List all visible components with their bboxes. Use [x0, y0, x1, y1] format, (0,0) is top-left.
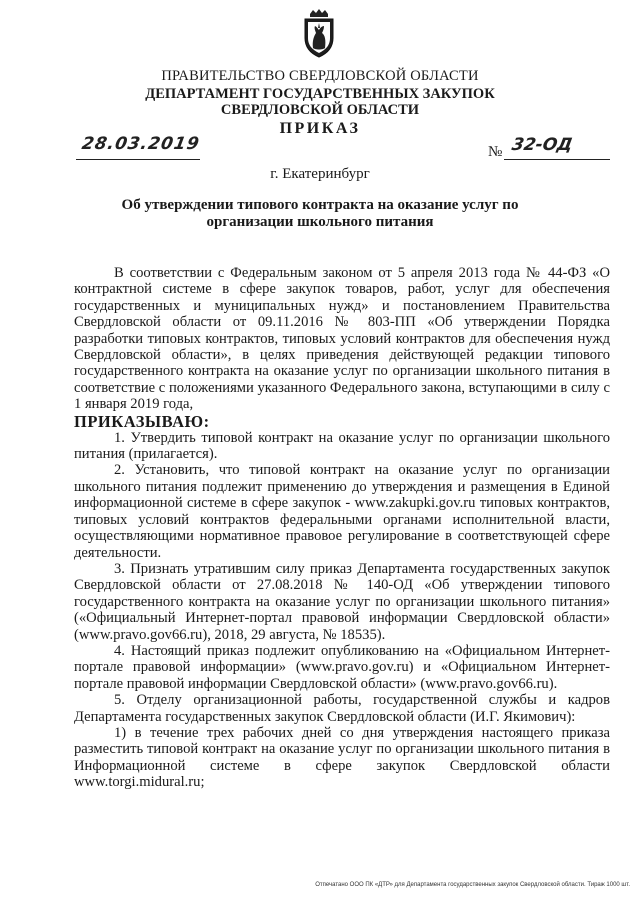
government-name: ПРАВИТЕЛЬСТВО СВЕРДЛОВСКОЙ ОБЛАСТИ [161, 68, 479, 84]
order-subitem-1: 1) в течение трех рабочих дней со дня утверждения настоящего приказа разместить типовой контракт на оказание услуг по организации школьного питания в Информационной системе в сфере закупок Свердловской области www.torgi.midural.ru; [74, 724, 610, 791]
document-title: Об утверждении типового контракта на оказание услуг по организации школьного питания [121, 197, 519, 230]
city: г. Екатеринбург [270, 166, 370, 182]
document-body [74, 265, 610, 791]
print-footer: Отпечатано ООО ПК «ДТР» для Департамента государственных закупок Свердловской области. Тираж 1000 шт. [315, 882, 630, 888]
preamble-paragraph: В соответствии с Федеральным законом от 5 апреля 2013 года № 44-ФЗ «О контрактной системе в сфере закупок товаров, работ, услуг для обеспечения государственных и муниципальных нужд» и постановлением Правительства Свердловской области от 09.11.2016 № 803-ПП «Об утверждении Порядка разработки типовых контрактов, типовых условий контрактов для обеспечения нужд Свердловской области», в целях приведения действующей редакции типового государственного контракта на оказание услуг по организации школьного питания в соответствие с положениями указанного Федерального закона, вступающими в силу с 1 января 2019 года, [74, 265, 610, 413]
order-item-4: 4. Настоящий приказ подлежит опубликованию на «Официальном Интернет-портале правовой информации» (www.pravo.gov.ru) и «Официальном Интернет-портале правовой информации Свердловской области» (www.pravo.gov66.ru). [74, 642, 610, 692]
date-underline [76, 159, 200, 160]
order-item-5: 5. Отделу организационной работы, государственной службы и кадров Департамента государственных закупок Свердловской области (И.Г. Якимович): [74, 692, 610, 725]
document-type: ПРИКАЗ [279, 120, 361, 137]
order-word: ПРИКАЗЫВАЮ: [74, 411, 210, 431]
order-item-2: 2. Установить, что типовой контракт на оказание услуг по организации школьного питания подлежит применению до утверждения и размещения в Единой информационной системе в сфере закупок - www.zakupki.gov.ru типовых контрактов, типовых условий контрактов федеральными органами исполнительной власти, осуществляющими нормативное правовое регулирование в соответствующей сфере деятельности. [74, 462, 610, 561]
document-number: 32-ОД [510, 135, 575, 155]
coat-of-arms-icon [301, 8, 337, 58]
document-date: 28.03.2019 [80, 134, 202, 154]
number-label: № [488, 144, 503, 160]
department-name-line1: ДЕПАРТАМЕНТ ГОСУДАРСТВЕННЫХ ЗАКУПОК [145, 86, 495, 102]
order-item-1: 1. Утвердить типовой контракт на оказание услуг по организации школьного питания (прилагается). [74, 429, 610, 463]
number-underline [504, 159, 610, 160]
department-name-line2: СВЕРДЛОВСКОЙ ОБЛАСТИ [220, 102, 420, 118]
order-item-3: 3. Признать утратившим силу приказ Департамента государственных закупок Свердловской области от 27.08.2018 № 140-ОД «Об утверждении типового государственного контракта на оказание услуг по организации школьного питания» («Официальный Интернет-портал правовой информации Свердловской области» (www.pravo.gov66.ru), 2018, 29 августа, № 18535). [74, 560, 610, 643]
